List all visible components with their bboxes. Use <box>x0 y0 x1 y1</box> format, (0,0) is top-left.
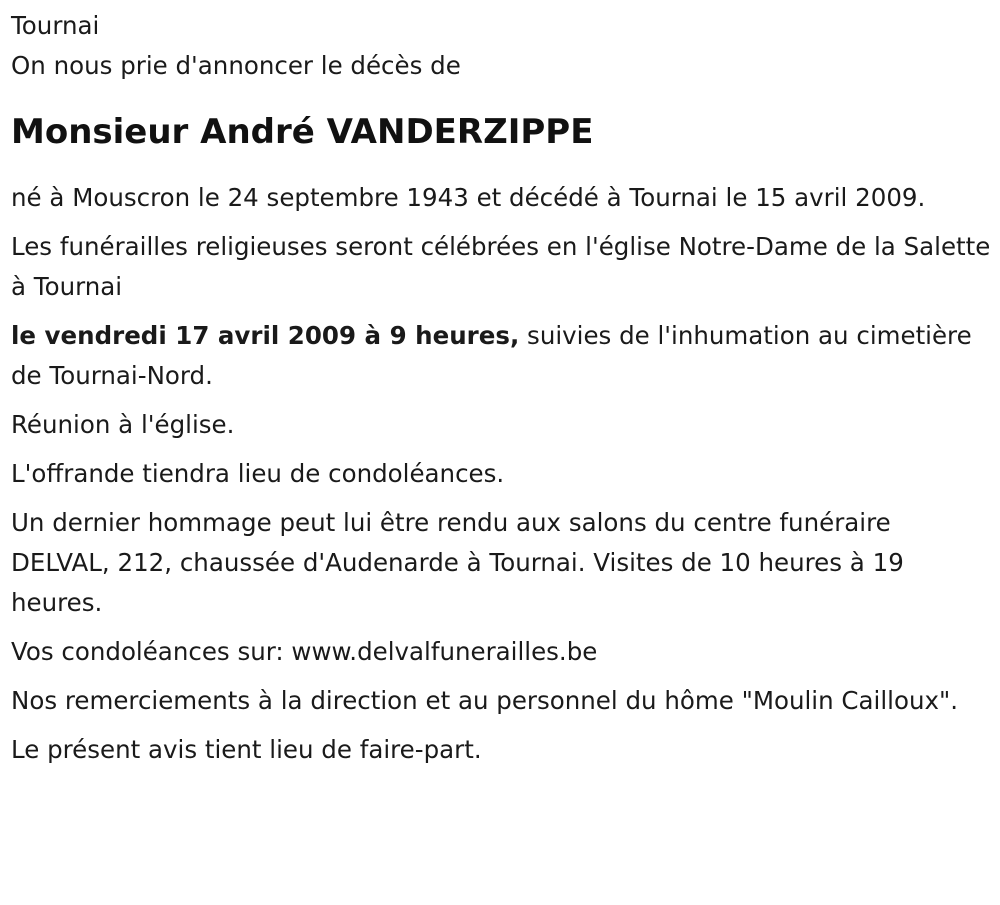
thanks-text: Nos remerciements à la direction et au personnel du hôme "Moulin Cailloux". <box>11 686 959 715</box>
birth-death-text: né à Mouscron le 24 septembre 1943 et décédé à Tournai le 15 avril 2009. <box>11 183 926 212</box>
offering-text: L'offrande tiendra lieu de condoléances. <box>11 459 505 488</box>
deceased-name: Monsieur André VANDERZIPPE <box>11 112 594 152</box>
meeting-text: Réunion à l'église. <box>11 410 235 439</box>
ceremony-paragraph <box>11 316 991 396</box>
condolences-text: Vos condoléances sur: www.delvalfunerailles.be <box>11 637 598 666</box>
intro-text: On nous prie d'annoncer le décès de <box>11 51 461 80</box>
burial-text: suivies de l'inhumation au cimetière de Tournai-Nord. <box>11 321 972 390</box>
ceremony-date: le vendredi 17 avril 2009 à 9 heures, <box>11 321 520 350</box>
funeral-service-text: Les funérailles religieuses seront célébrées en l'église Notre-Dame de la Salette à Tournai <box>11 232 991 301</box>
closing-text: Le présent avis tient lieu de faire-part. <box>11 735 482 764</box>
location-text: Tournai <box>11 11 100 40</box>
obituary-notice <box>11 6 991 779</box>
tribute-text: Un dernier hommage peut lui être rendu aux salons du centre funéraire DELVAL, 212, chaussée d'Audenarde à Tournai. Visites de 10 heures à 19 heures. <box>11 508 904 617</box>
